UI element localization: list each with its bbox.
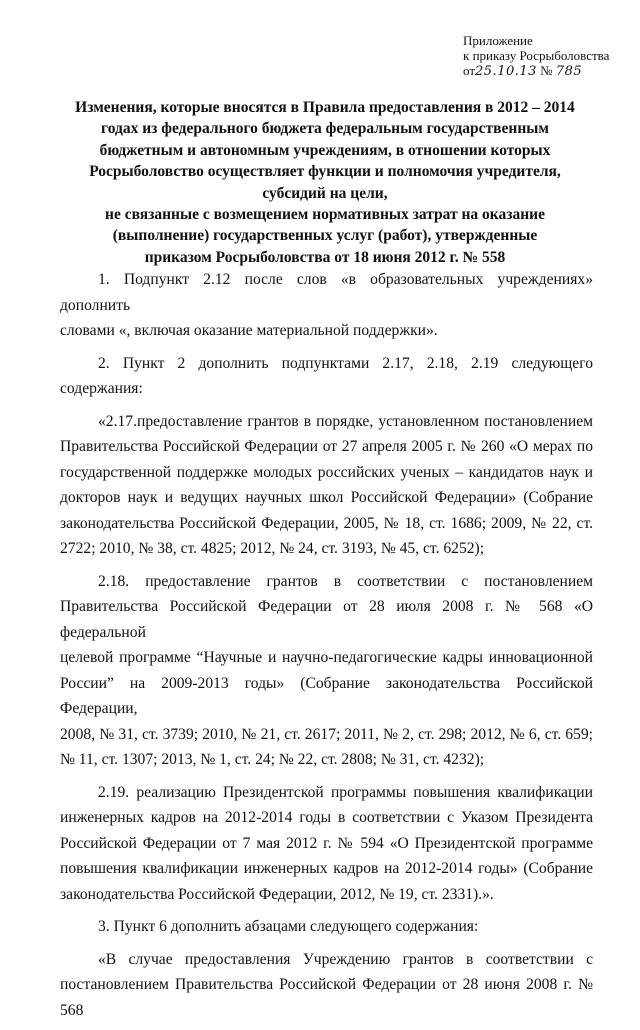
title-line: Изменения, которые вносятся в Правила предоставления в 2012 – 2014 — [75, 99, 575, 116]
title-line: приказом Росрыболовства от 18 июня 2012 г. № 558 — [144, 248, 506, 266]
paragraph-line: словами «, включая оказание материальной поддержки». — [60, 322, 438, 339]
paragraph-line: Правительства Российской Федерации от 28 июля 2008 г. № 568 «О федеральной — [60, 598, 593, 641]
paragraph — [60, 351, 593, 402]
paragraph-line: законодательства Российской Федерации, 2005, № 18, ст. 1686; 2009, № 22, ст. — [60, 514, 593, 532]
paragraph-line: Российской Федерации от 7 мая 2012 г. № 594 «О Президентской программе — [60, 834, 593, 852]
appendix-date-line — [463, 63, 633, 79]
paragraph — [60, 267, 593, 344]
title-line: Росрыболовство осуществляет функции и полномочия учредителя, — [89, 163, 561, 181]
appendix-number-sign: № — [540, 63, 553, 78]
title-line: субсидий на цели, — [262, 184, 388, 202]
appendix-label: Приложение — [463, 33, 533, 48]
paragraph — [60, 914, 593, 940]
paragraph-line: законодательства Российской Федерации, 2012, № 19, ст. 2331).». — [60, 885, 494, 903]
title-line: бюджетным и автономным учреждениям, в отношении которых — [99, 141, 551, 159]
paragraph-line: России” на 2009-2013 годы» (Собрание законодательства Российской Федерации, — [60, 674, 593, 717]
paragraph — [60, 569, 593, 773]
document-body — [60, 267, 593, 1030]
paragraph-line: 2. Пункт 2 дополнить подпунктами 2.17, 2.18, 2.19 следующего содержания: — [60, 354, 593, 397]
title-line: годах из федерального бюджета федеральным государственным — [101, 120, 549, 138]
paragraph-line: № 11, ст. 1307; 2013, № 1, ст. 24; № 22, ст. 2808; № 31, ст. 4232); — [60, 751, 485, 768]
paragraph-line: докторов наук и ведущих научных школ Российской Федерации» (Собрание — [60, 489, 593, 506]
paragraph-line: 1. Подпункт 2.12 после слов «в образовательных учреждениях» дополнить — [60, 271, 593, 314]
paragraph-line: 2722; 2010, № 38, ст. 4825; 2012, № 24, ст. 3193, № 45, ст. 6252); — [60, 540, 485, 557]
handwritten-date: 25.10.13 — [475, 64, 537, 79]
paragraph-line: 2.18. предоставление грантов в соответствии с постановлением — [98, 572, 593, 590]
paragraph — [60, 780, 593, 908]
appendix-order-ref: к приказу Росрыболовства — [463, 48, 610, 63]
paragraph-line: государственной поддержке молодых российских ученых – кандидатов наук и — [60, 463, 593, 481]
paragraph-line: Правительства Российской Федерации от 27 апреля 2005 г. № 260 «О мерах по — [60, 438, 593, 455]
appendix-date-prefix: от — [463, 63, 476, 78]
paragraph-line: постановлением Правительства Российской Федерации от 28 июня 2008 г. № 568 — [60, 976, 593, 1019]
paragraph-line: 2008, № 31, ст. 3739; 2010, № 21, ст. 2617; 2011, № 2, ст. 298; 2012, № 6, ст. 659; — [60, 725, 593, 743]
title-line: не связанные с возмещением нормативных затрат на оказание — [105, 206, 545, 224]
paragraph-line: целевой программе “Научные и научно-педагогические кадры инновационной — [60, 649, 593, 666]
paragraph — [60, 409, 593, 562]
paragraph-line: 2.19. реализацию Президентской программы повышения квалификации — [98, 783, 593, 801]
paragraph-line: «2.17.предоставление грантов в порядке, установленном постановлением — [98, 412, 593, 430]
title-line: (выполнение) государственных услуг (работ), утвержденные — [112, 227, 538, 245]
handwritten-number: 785 — [555, 64, 583, 79]
document-title — [60, 97, 590, 268]
paragraph-line: инженерных кадров на 2012-2014 годы в соответствии с Указом Президента — [60, 809, 593, 826]
paragraph-line: повышения квалификации инженерных кадров на 2012-2014 годы» (Собрание — [60, 860, 593, 877]
appendix-header — [463, 33, 633, 79]
paragraph-line: 3. Пункт 6 дополнить абзацами следующего содержания: — [98, 918, 479, 935]
paragraph — [60, 947, 593, 1024]
paragraph-line: «В случае предоставления Учреждению грантов в соответствии с — [98, 950, 593, 968]
